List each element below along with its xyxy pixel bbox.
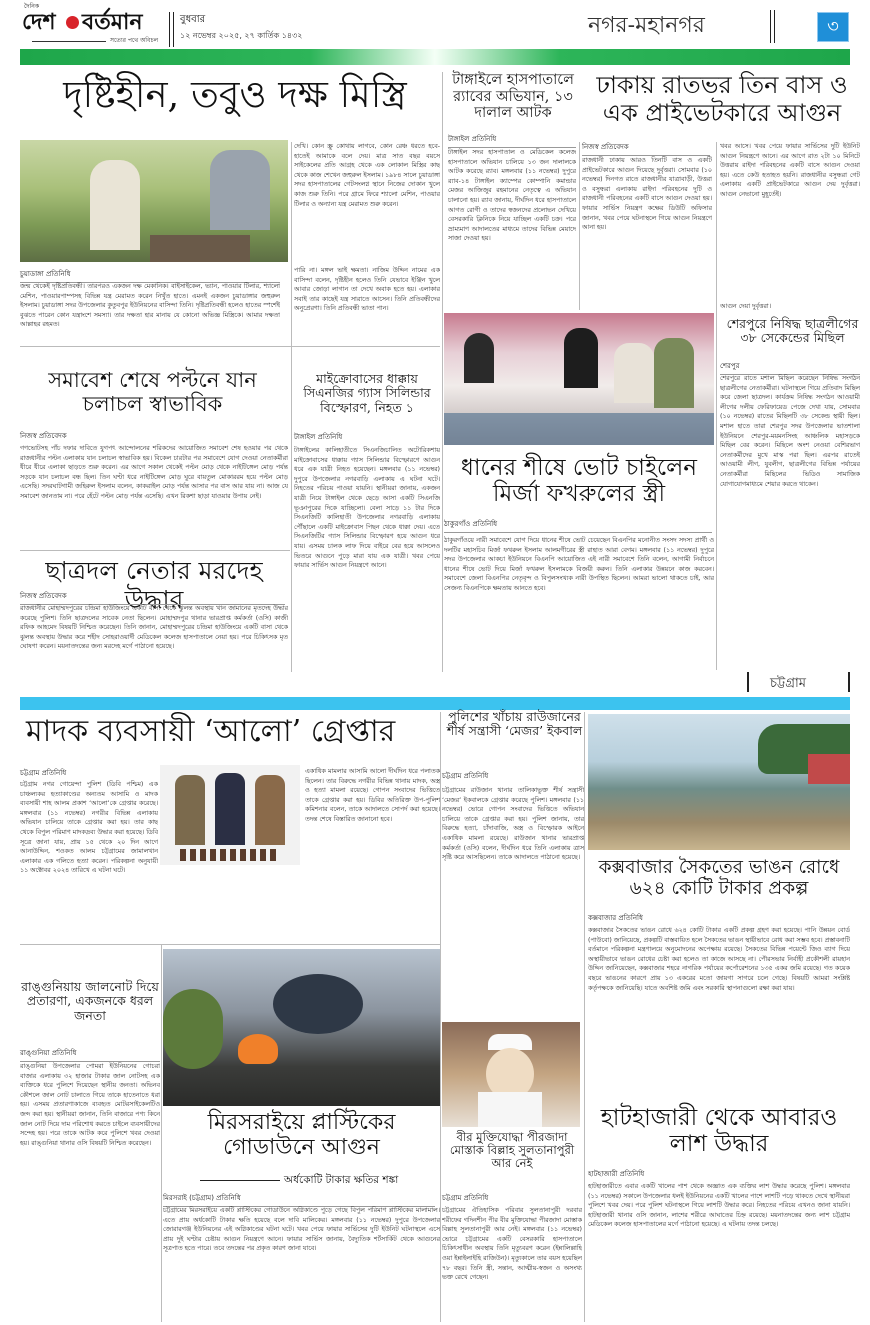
byline-chhatradal-body: নিজস্ব প্রতিবেদক [20,590,285,605]
page-number: ৩ [827,16,839,37]
issue-date: ১২ নভেম্বর ২০২৫, ২৭ কার্তিক ১৪৩২ [180,31,303,40]
headline-tangail-hospital: টাঙ্গাইলে হাসপাতালে র‌্যাবের অভিযান, ১৩ দালাল আটক [452,72,574,122]
body-blind-mechanic-col2b: পারি না। মঙ্গল ভাই ক্ষমতা। নাজিম উদ্দিন নামের এক বাসিন্দা বলেন, দৃষ্টিহীন হলেও তিনি যেভাবে ইঞ্জিন খুলে আবার জোড়া লাগান তা দেখে অবাক হতে হয়। এলাকার সবাই তার কাছেই যন্ত্র সারাতে আসেন। তিনি প্রতিবন্ধীদের অনুপ্রেরণা। তিনি প্রতিবন্ধী ভাতা পান। [294,267,440,313]
photo-mirsarai-fire [163,949,440,1106]
body-rangunia-fake-notes: রাঙ্গুনিয়া উপজেলার পোমরা ইউনিয়নের গোচরা বাজার এলাকায় ৩২ হাজার টাকার জাল নোটসহ এক ব্যক্তিকে ধরে পুলিশে দিয়েছেন স্থানীয় জনতা। অভিনব কৌশলে জাল নোট চালাতে গিয়ে তাকে হাতেনাতে ধরা হয়। এসময় প্রতারণাকাজে ব্যবহৃত মোটরসাইকেলটিও জব্দ করা হয়। স্থানীয়রা জানান, তিনি বাজারে পণ্য কিনে জাল নোট দিয়ে দাম পরিশোধ করতে চাইলে ব্যবসায়ীদের সন্দেহ হয়। পরে তাকে আটক করে পুলিশে খবর দেওয়া হয়। রাঙ্গুনিয়া থানার ওসি বিষয়টি নিশ্চিত করেছেন। [20,1063,160,1147]
headline-raozan-major: পুলিশের খাঁচায় রাউজানের শীর্ষ সন্ত্রাসী ‘মেজর’ ইকবাল [446,709,583,739]
section-title: নগর-মহানগর [588,13,705,38]
body-hathazari-body: হাটহাজারীতে এবার একটি খালের পাশ থেকে অজ্ঞাত এক ব্যক্তির লাশ উদ্ধার করেছে পুলিশ। মঙ্গলবার (১১ নভেম্বর) সকালে উপজেলার ধলই ইউনিয়নের একটি খালের পাশে লাশটি পড়ে থাকতে দেখে স্থানীয়রা পুলিশে খবর দেয়। পরে পুলিশ ঘটনাস্থলে গিয়ে লাশটি উদ্ধার করে। নিহতের পরিচয় এখনও জানা যায়নি। হাটহাজারী থানার ওসি জানান, লাশের শরীরে আঘাতের চিহ্ন রয়েছে। ময়নাতদন্তের জন্য লাশ চট্টগ্রাম মেডিকেল কলেজ হাসপাতালের মর্গে পাঠানো হয়েছে। এ ঘটনায় তদন্ত চলছে। [588,1183,850,1229]
logo-prefix: দৈনিক [24,3,40,10]
photo-pirzada [442,1022,580,1127]
issue-day: বুধবার [180,14,206,25]
headline-paltan-rally: সমাবেশ শেষে পল্টনে যান চলাচল স্বাভাবিক [48,368,257,417]
logo[interactable] [22,3,157,47]
body-blind-mechanic-col2: দেখি। কোন স্ক্রু কোথায় লাগবে, কোন রেঞ্চ ধরতে হবে-হাতেই আমাকে বলে দেয়। মাত্র সাত বছর বয়সে সাইকেলের প্রতি আগ্রহ থেকে এক লোকাল মিস্ত্রির কাছ থেকে কাজ শেখেন জহুরুল ইসলাম। ১৯৮৪ সালে চুয়াডাঙ্গা সদর হাসপাতালের গেটসংলগ্ন স্থানে নিজের দোকান খুলে কাজ শুরু তিনি। পরে গ্রামে ফিরে শ্যালো মেশিন, পাওয়ার টিলার ও অন্যান্য যন্ত্র মেরামত শুরু করেন। [294,143,440,208]
body-alo-arrest-col2: একাধিক মামলার আসামি আলো দীর্ঘদিন ধরে পলাতক ছিলেন। তার বিরুদ্ধে নগরীর বিভিন্ন থানায় মাদক, অস্ত্র ও হত্যা মামলা রয়েছে। গোপন সংবাদের ভিত্তিতে তাকে গ্রেপ্তার করা হয়। ডিবির অতিরিক্ত উপ-পুলিশ কমিশনার বলেন, তাকে আদালতে সোপর্দ করা হয়েছে। তদন্ত শেষে বিস্তারিত জানানো হবে। [305,768,440,823]
green-band [20,49,850,65]
body-coxsbazar-erosion: কক্সবাজার সৈকতের ভাঙন রোধে ৬২৪ কোটি টাকার একটি প্রকল্প গ্রহণ করা হয়েছে। পানি উন্নয়ন বোর্ড (পাউবো) জানিয়েছে, প্রকল্পটি বাস্তবায়িত হলে সৈকতের ভাঙন স্থায়ীভাবে রোধ করা সম্ভব হবে। প্রস্তাবনাটি বর্তমানে পরিকল্পনা মন্ত্রণালয়ে অনুমোদনের অপেক্ষায় রয়েছে। সৈকতের বিভিন্ন পয়েন্টে জিও ব্যাগ দিয়ে অস্থায়ীভাবে ভাঙন রোধের চেষ্টা করা হলেও তা কাজে আসছে না। পৌরসভার নির্বাহী প্রকৌশলী রায়হান উদ্দিন জানিয়েছেন, কক্সবাজার শহরে নাগরিক পর্যায়ের কর্পোরেশনের ১৩৫ একর জমি রয়েছে। গত কয়েক বছরে ভাঙনের কারণে প্রায় ১৩ একরের মতো জায়গা সাগরে চলে গেছে। বিষয়টি আমরা সংশ্লিষ্ট কর্তৃপক্ষকে জানিয়েছি। যাতে অবশিষ্ট জমি এবং সরকারি স্থাপনাগুলো রক্ষা করা যায়। [588,927,850,992]
logo-tagline: সত্যের পথে অবিচল [110,37,159,44]
masthead [0,0,870,66]
byline-coxsbazar-erosion: কক্সবাজার প্রতিনিধি [588,914,643,922]
logo-emblem-icon [66,16,79,29]
headline-rangunia-fake-notes: রাঙ্গুনিয়ায় জালনোট দিয়ে প্রতারণা, একজনকে ধরল জনতা [21,979,159,1023]
body-mirsarai-fire: চট্টগ্রামের মিরসরাইয়ে একটি প্লাস্টিকের গোডাউনে অগ্নিকাণ্ডে পুড়ে গেছে বিপুল পরিমাণ প্লাস্টিকের মালামাল। এতে প্রায় অর্ধকোটি টাকার ক্ষতি হয়েছে বলে দাবি মালিকের। মঙ্গলবার (১১ নভেম্বর) দুপুরে উপজেলার জোরারগঞ্জ ইউনিয়নের এই অগ্নিকাণ্ডের ঘটনা ঘটে। খবর পেয়ে ফায়ার সার্ভিসের দুটি ইউনিট ঘটনাস্থলে এসে প্রায় দুই ঘণ্টার চেষ্টায় আগুন নিয়ন্ত্রণে আনে। ফায়ার সার্ভিস জানায়, বৈদ্যুতিক শর্টসার্কিট থেকে আগুনের সূত্রপাত হতে পারে। তবে তদন্তের পর প্রকৃত কারণ জানা যাবে। [163,1207,440,1253]
body-dhaka-fire-col2: খবর আসে। খবর পেয়ে ফায়ার সার্ভিসের দুটি ইউনিট আগুন নিয়ন্ত্রণে আনে। এর আগে রাত ২টা ১০ মিনিটে উত্তরায় রাইদা পরিবহনের একটি বাসে আগুন দেওয়া হয়। এতে কেউ হতাহত হয়নি। রাজধানীর বসুন্ধরা গেট এলাকায় একটি প্রাইভেটকারে আগুন দেয় দুর্বৃত্তরা। আগুন নেভানো মুহূর্তেই। [720,143,860,198]
headline-mirza-wife: ধানের শীষে ভোট চাইলেন মির্জা ফখরুলের স্ত্রী [460,455,698,508]
byline-pirzada-death: চট্টগ্রাম প্রতিনিধি [442,1194,489,1202]
byline-raozan-major: চট্টগ্রাম প্রতিনিধি [442,772,489,780]
byline-dhaka-fire: নিজস্ব প্রতিবেদক [582,141,710,156]
byline-mirza-wife: ঠাকুরগাঁও প্রতিনিধি [444,518,712,533]
byline-paltan-rally: নিজস্ব প্রতিবেদক [20,432,67,440]
headline-blind-mechanic: দৃষ্টিহীন, তবুও দক্ষ মিস্ত্রি [63,73,407,116]
body-dhaka-fire-tail: আগুন দেয়া দুর্বৃত্তরা। [720,303,771,310]
photo-blind-mechanic [20,140,288,262]
subhead-mirsarai-fire: অর্ধকোটি টাকার ক্ষতির শঙ্কা [284,1174,399,1186]
chattogram-band [20,697,850,710]
byline-microbus-cng: টাঙ্গাইল প্রতিনিধি [294,433,343,441]
logo-name-part2: বর্তমান [82,9,143,35]
body-dhaka-fire: রাজধানী ঢাকায় আরও তিনটি বাস ও একটি প্রাইভেটকারে আগুন দিয়েছে দুর্বৃত্তরা। সোমবার (১০ নভেম্বর) দিনগত রাতে রাজধানীর যাত্রাবাড়ী, উত্তরা ও বসুন্ধরা এলাকায় রাইদা পরিবহনের দুটি ও রাজধানী পরিবহনের একটি বাসে আগুন দেওয়া হয়। ফায়ার সার্ভিস নিয়ন্ত্রণ কক্ষের ডিউটি অফিসার জানান, খবর পেয়ে ঘটনাস্থলে গিয়ে আগুন নিয়ন্ত্রণে আনা হয়। [582,157,712,232]
headline-coxsbazar-erosion: কক্সবাজার সৈকতের ভাঙন রোধে ৬২৪ কোটি টাকার প্রকল্প [598,857,840,900]
byline-mirsarai-fire: মিরসরাই (চট্টগ্রাম) প্রতিনিধি [163,1192,435,1207]
body-chhatradal-body: রাজধানীর মোহাম্মদপুরের চন্দ্রিমা হাউজিংয়ে একটি বাসা থেকে ঝুলন্ত অবস্থায় খান জামানের মৃতদেহ উদ্ধার করেছে পুলিশ। তিনি ছাত্রদলের সাবেক নেতা ছিলেন। মোহাম্মদপুর থানার ভারপ্রাপ্ত কর্মকর্তা (ওসি) কাজী রফিক আহমেদ বিষয়টি নিশ্চিত করেছেন। তিনি জানান, মোহাম্মদপুরের চন্দ্রিমা হাউজিংয়ে একটি বাসা থেকে ঝুলন্ত অবস্থায় উদ্ধার করে শহীদ সোহরাওয়ার্দী মেডিকেল কলেজ হাসপাতালে নেয়া হয়। পরে চিকিৎসক মৃত ঘোষণা করেন। ময়নাতদন্তের জন্য মরদেহ মর্গে পাঠানো হয়েছে। [20,605,288,651]
logo-name-part1: দেশ [22,9,56,35]
headline-dhaka-fire: ঢাকায় রাতভর তিন বাস ও এক প্রাইভেটকারে আগুন [596,71,848,127]
byline-tangail-hospital: টাঙ্গাইল প্রতিনিধি [448,133,576,148]
photo-alo-arrest [160,765,300,865]
headline-chhatradal-body: ছাত্রদল নেতার মরদেহ উদ্ধার [45,556,263,614]
headline-microbus-cng: মাইক্রোবাসের ধাক্কায় সিএনজির গ্যাস সিলিন্ডার বিস্ফোরণ, নিহত ১ [303,371,431,415]
body-tangail-hospital: টাঙ্গাইল সদর হাসপাতাল ও মেডিকেল কলেজ হাসপাতালে অভিযান চালিয়ে ১৩ জন দালালকে আটক করেছে র‌্যাব। মঙ্গলবার (১১ নভেম্বর) দুপুরে র‌্যাব-১৪ টাঙ্গাইল ক্যাম্পের কোম্পানি কমান্ডার মেজর আজিজুর রহমানের নেতৃত্বে এ অভিযান চালানো হয়। র‌্যাব জানায়, দীর্ঘদিন ধরে হাসপাতালে আগত রোগী ও তাদের স্বজনদের প্রলোভন দেখিয়ে বেসরকারি ক্লিনিকে নিয়ে যাচ্ছিল একটি চক্র। পরে ভ্রাম্যমাণ আদালতের মাধ্যমে তাদের বিভিন্ন মেয়াদে সাজা দেওয়া হয়। [448,149,576,243]
byline-rangunia-fake-notes: রাঙ্গুনিয়া প্রতিনিধি [20,1047,160,1062]
body-alo-arrest: চট্টগ্রাম নগর গোয়েন্দা পুলিশ (ডিবি পশ্চিম) এক চাঞ্চল্যকর হত্যাকাণ্ডের অন্যতম আসামি ও মাদক ব্যবসায়ী শাহ আলম প্রকাশ ‘আলো’কে গ্রেপ্তার করেছে। মঙ্গলবার (১১ নভেম্বর) নগরীর বিভিন্ন এলাকায় অভিযান চালিয়ে তাকে গ্রেপ্তার করা হয়। তার কাছ থেকে বিপুল পরিমাণ মাদকদ্রব্য উদ্ধার করা হয়েছে। ডিবি সূত্রে জানা যায়, প্রায় ১৫ থেকে ২০ দিন আগে আনাউদ্দিন, শওকত আলম চট্টগ্রামের জামালখান এলাকার এক গলিতে হত্যা করেন। পরিকল্পনা অনুযায়ী ১১ অক্টোবর ২০২৪ তারিখে এ ঘটনা ঘটে। [20,781,158,875]
body-microbus-cng: টাঙ্গাইলের কালিহাতীতে সিএনজিচালিত অটোরিকশায় মাইক্রোবাসের ধাক্কায় গ্যাস সিলিন্ডার বিস্ফোরণে আগুন ধরে এক যাত্রী নিহত হয়েছেন। মঙ্গলবার (১১ নভেম্বর) দুপুরে উপজেলার নগরবাড়ি এলাকায় এ ঘটনা ঘটে। নিহতের পরিচয় পাওয়া যায়নি। স্থানীয়রা জানায়, একজন যাত্রী নিয়ে টাঙ্গাইল থেকে ছেড়ে আসা একটি সিএনজি ভূঞাপুরের দিকে যাচ্ছিলো। বেলা সাড়ে ১১ টার দিকে সিএনজিটি কালিহাতী উপজেলার নগরবাড়ি এলাকায় পৌঁছালে একটি মাইক্রোবাস পিছন থেকে ধাক্কা দেয়। এতে সিএনজিটির গ্যাস সিলিন্ডার বিস্ফোরণ হয়ে আগুন ধরে যায়। এসময় চালক লাফ দিয়ে বাইরে বের হয়ে আসলেও ভিতরে আগুনে পুড়ে মারা যায় এক যাত্রী। খবর পেয়ে ফায়ার সার্ভিস আগুন নিয়ন্ত্রণে আনে। [294,447,440,570]
body-paltan-rally: গণভোটসহ পাঁচ দফার দাবিতে যুগপৎ আন্দোলনের শরিকদের আয়োজিত সমাবেশ শেষ হওয়ার পর থেকে রাজধানীর পল্টন এলাকায় যান চলাচল স্বাভাবিক হয়। বিকেল চারটার পর সমাবেশে যোগ দেওয়া নেতাকর্মীরা ধীরে ধীরে এলাকা ছাড়তে শুরু করেন। এর আগে সকাল থেকেই পল্টন মোড় থেকে নাইটিঙ্গেল মোড় পর্যন্ত সড়কে যান চলাচল বন্ধ ছিল। তিন ঘণ্টা ধরে নাইটিঙ্গেল মোড় ঘুরে বায়তুল মোকাররম হয়ে পল্টন মোড় এসেছি। সদরঘাটগামী জহিরুল ইসলাম বলেন, কাকরাইল মোড় পর্যন্ত আসার পর বাস আর যায় না। আজ যে সমাবেশ জানতাম না। পরে হেঁটে পল্টন মোড় পর্যন্ত এসেছি। এখন রিকশা ছাড়া যাওয়ার উপায় নেই। [20,445,288,500]
body-blind-mechanic: জন্ম থেকেই দৃষ্টিপ্রতিবন্ধী। তারপরও একজন দক্ষ মেকানিক। বাইসাইকেল, ভ্যান, পাওয়ার টিলার, শ্যালো মেশিন, পাওয়ারপাম্পসহ বিভিন্ন যন্ত্র মেরামত করেন নিখুঁত হাতে। এমনই একজন চুয়াডাঙ্গার জহুরুল ইসলাম। চুয়াডাঙ্গা সদর উপজেলার কুতুবপুর ইউনিয়নের বাসিন্দা তিনি। দৃষ্টিপ্রতিবন্ধী হলেও হাতের স্পর্শেই বুঝতে পারেন কোন যন্ত্রাংশে সমস্যা। তার দক্ষতা হার মানায় যে কোনো অভিজ্ঞ মিস্ত্রিকে। আমার দক্ষতা আল্লাহর রহমত। [20,283,280,329]
byline-sherpur-rally: শেরপুর [720,360,860,375]
page-number-badge[interactable] [817,12,849,42]
byline-alo-arrest: চট্টগ্রাম প্রতিনিধি [20,769,67,777]
headline-hathazari-body: হাটহাজারী থেকে আবারও লাশ উদ্ধার [600,1105,838,1158]
byline-blind-mechanic: চুয়াডাঙ্গা প্রতিনিধি [20,268,280,283]
headline-pirzada-death: বীর মুক্তিযোদ্ধা পীরজাদা মোস্তাক বিল্লাহ সুলতানাপুরী আর নেই [449,1130,575,1171]
section-label-chattogram: চট্টগ্রাম [770,676,806,691]
body-pirzada-death: চট্টগ্রামের ঐতিহাসিক পরিবার সুলতানাপুরী দরবার শরীফের গদিনশীন পীর বীর মুক্তিযোদ্ধা পীরজাদা মোস্তাক বিল্লাহ সুলতানাপুরী আর নেই। মঙ্গলবার (১১ নভেম্বর) ভোরে চট্টগ্রামের একটি বেসরকারি হাসপাতালে চিকিৎসাধীন অবস্থায় তিনি মৃত্যুবরণ করেন (ইন্নালিল্লাহি ওয়া ইন্নাইলাইহি রাজিউন)। মৃত্যুকালে তার বয়স হয়েছিল ৭৮ বছর। তিনি স্ত্রী, সন্তান, আত্মীয়-স্বজন ও অসংখ্য ভক্ত রেখে গেছেন। [442,1207,582,1282]
photo-coxsbazar-beach [588,714,850,850]
body-sherpur-rally: শেরপুরে রাতে মশাল মিছিল করেছেন নিষিদ্ধ সংগঠন ছাত্রলীগের নেতাকর্মীরা। ঘটনাস্থলে গিয়ে প্রতিবাদ মিছিল করে জেলা ছাত্রদল। কার্যক্রম নিষিদ্ধ সংগঠন আওয়ামী লীগের দলীয় ফেরিফায়েড পেজে দেখা যায়, সোমবার (১০ নভেম্বর) রাতের মিছিলটি ৩৮ সেকেন্ড স্থায়ী ছিল। মশাল হাতে তারা শেরপুর সদর উপজেলার ভাতশালা ইউনিয়নে শেরপুর-ময়মনসিংহ আঞ্চলিক মহাসড়কে মিছিল বের করেন। মিছিলে অংশ নেওয়া বেশিরভাগ নেতাকর্মীদের মুখে মাস্ক পরা ছিল। এরপর রাতেই আওয়ামী লীগ, যুবলীগ, ছাত্রলীগের বিভিন্ন পর্যায়ের নেতাকর্মীরা মিছিলের ভিডিও সামাজিক যোগাযোগমাধ্যমে শেয়ার করতে থাকেন। [720,375,860,488]
body-raozan-major: চট্টগ্রামের রাউজান থানার তালিকাভুক্ত শীর্ষ সন্ত্রাসী ‘মেজর’ ইকবালকে গ্রেপ্তার করেছে পুলিশ। মঙ্গলবার (১১ নভেম্বর) ভোরে গোপন সংবাদের ভিত্তিতে অভিযান চালিয়ে তাকে গ্রেপ্তার করা হয়। পুলিশ জানায়, তার বিরুদ্ধে হত্যা, চাঁদাবাজি, অস্ত্র ও বিস্ফোরক আইনে একাধিক মামলা রয়েছে। রাউজান থানার ভারপ্রাপ্ত কর্মকর্তা (ওসি) বলেন, দীর্ঘদিন ধরে তিনি এলাকায় ত্রাস সৃষ্টি করে আসছিলেন। তাকে আদালতে পাঠানো হয়েছে। [442,787,584,862]
photo-mirza-wife-rally [444,313,714,445]
byline-hathazari-body: হাটহাজারী প্রতিনিধি [588,1170,645,1178]
body-mirza-wife: ঠাকুরগাঁওয়ে নারী সমাবেশে যোগ দিয়ে ধানের শীষে ভোট চেয়েছেন বিএনপির মনোনীত সংসদ সদস্য প্রার্থী ও দলটির মহাসচিব মির্জা ফখরুল ইসলাম আলমগীরের স্ত্রী রাহাত আরা বেগম। মঙ্গলবার (১১ নভেম্বর) দুপুরে সদর উপজেলার আকচা ইউনিয়নে বিএনপি আয়োজিত এই নারী সমাবেশে তিনি বলেন, আগামী নির্বাচনে ধানের শীষে ভোট দিয়ে মির্জা ফখরুল ইসলামকে বিজয়ী করুন। তিনি এলাকার উন্নয়নে কাজ করবেন। সমাবেশে জেলা বিএনপির নেতৃবৃন্দ ও বিপুলসংখ্যক নারী উপস্থিত ছিলেন। আমরা ভালো থাকতে চাই, আর সেজন্য বিএনপিকে ক্ষমতায় আনতে হবে। [444,537,714,592]
headline-mirsarai-fire: মিরসরাইয়ে প্লাস্টিকের গোডাউনে আগুন [207,1110,396,1161]
headline-alo-arrest: মাদক ব্যবসায়ী ‘আলো’ গ্রেপ্তার [26,714,396,749]
headline-sherpur-rally: শেরপুরে নিষিদ্ধ ছাত্রলীগের ৩৮ সেকেন্ডের মিছিল [726,316,859,346]
